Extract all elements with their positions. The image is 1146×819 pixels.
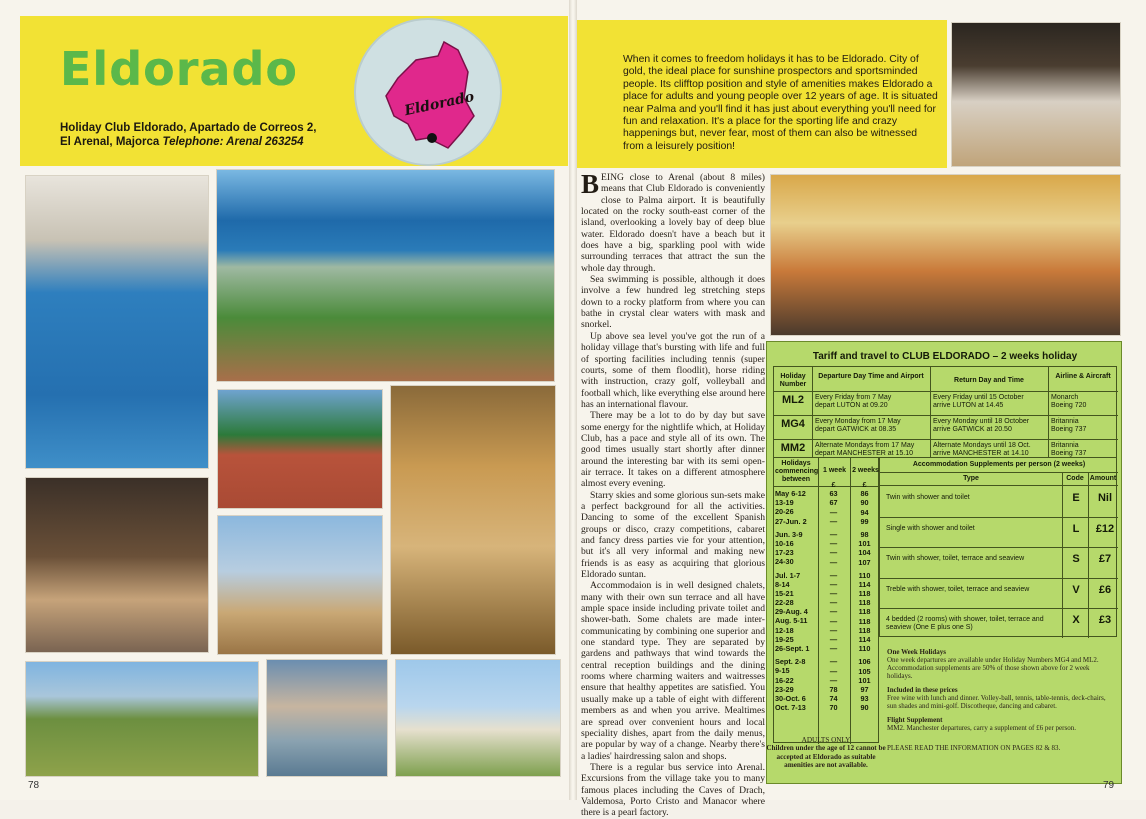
date-range: May 6-12 bbox=[775, 489, 806, 498]
photo-couple bbox=[390, 385, 556, 655]
two-week-price: 106 bbox=[858, 657, 871, 667]
note-text: MM2. Manchester departures, carry a supplement of £6 per person. bbox=[887, 724, 1076, 732]
two-week-price: 118 bbox=[858, 589, 871, 599]
acc-row bbox=[880, 547, 1120, 578]
acc-code: V bbox=[1072, 583, 1080, 596]
departure-day: Alternate Mondays from 17 May bbox=[815, 442, 915, 449]
one-week-price: — bbox=[829, 548, 838, 558]
two-week-price: 99 bbox=[860, 516, 869, 526]
note-text: PLEASE READ THE INFORMATION ON PAGES 82 & 83. bbox=[887, 744, 1061, 752]
return-time: arrive MANCHESTER at 14.10 bbox=[933, 450, 1029, 457]
two-week-price: 107 bbox=[858, 557, 871, 567]
two-week-price: 94 bbox=[860, 507, 869, 517]
date-range: 23-29 bbox=[775, 684, 794, 694]
holiday-code: MM2 bbox=[780, 442, 806, 454]
two-week-price: 97 bbox=[860, 684, 869, 694]
col-header: Code bbox=[1066, 475, 1084, 482]
departure-day: Every Friday from 7 May bbox=[815, 394, 892, 401]
acc-type: Treble with shower, toilet, terrace and seaview bbox=[886, 585, 1030, 593]
two-week-price: 101 bbox=[858, 539, 871, 549]
photo-pool-terrace bbox=[216, 169, 555, 382]
body-paragraph: BEING close to Arenal (about 8 miles) means that Club Eldorado is conveniently close to Palma airport. It is beautifully located on the rocky south-east corner of the island, overlooking a lovely bay of deep blue water. Eldorado doesn't have a beach but it does have a big, sparkling pool with wide surrounding terraces that attract the sun the whole day through. bbox=[581, 169, 765, 274]
one-week-price: — bbox=[829, 516, 838, 526]
acc-row bbox=[880, 608, 1120, 639]
aircraft: Boeing 737 bbox=[1051, 450, 1087, 457]
one-week-price: 78 bbox=[829, 684, 838, 694]
aircraft: Boeing 720 bbox=[1051, 402, 1087, 409]
date-range: Jun. 3-9 bbox=[775, 529, 803, 539]
two-week-price: 110 bbox=[858, 570, 871, 580]
acc-code: S bbox=[1072, 553, 1080, 565]
photo-party bbox=[25, 477, 209, 653]
date-range: 27-Jun. 2 bbox=[775, 516, 807, 526]
date-column bbox=[775, 489, 819, 712]
departure-day: Every Monday from 17 May bbox=[815, 418, 901, 425]
holiday-code: ML2 bbox=[782, 394, 804, 406]
note-heading: One Week Holidays bbox=[887, 648, 946, 656]
body-paragraph: Starry skies and some glorious sun-sets make a perfect background for all the activities. Dancing to some of the excellent Spanish groups or disco, crazy competitions, cabaret and fancy dress parties vie for your attention, but it's all very informal and making new friends is as easy as acquiring that glorious Eldorado suntan. bbox=[581, 489, 765, 581]
one-week-price: 63 bbox=[829, 489, 838, 499]
one-week-price: — bbox=[829, 598, 838, 608]
acc-code: E bbox=[1072, 492, 1080, 504]
return-time: arrive GATWICK at 20.50 bbox=[933, 426, 1012, 433]
address-line-1: Holiday Club Eldorado, Apartado de Correos 2, bbox=[60, 122, 317, 134]
photo-horse-riding bbox=[217, 515, 383, 655]
date-range: 8-14 bbox=[775, 579, 790, 589]
one-week-price: 74 bbox=[829, 694, 838, 704]
acc-type: Single with shower and toilet bbox=[886, 524, 975, 532]
col-header: Type bbox=[963, 475, 979, 482]
departure-time: depart GATWICK at 08.35 bbox=[815, 426, 897, 433]
one-week-price: — bbox=[829, 579, 838, 589]
date-range: 10-16 bbox=[775, 538, 794, 548]
body-paragraph: Accommodaion is in well designed chalets, many with their own sun terrace and all have ample space inside including private toilet and shower-bath. Some chalets are made inter-communicating by combining one superior and one standard type. They are separated by gardens and pathways that wind towards the central reception buildings and the dining rooms where charming waiters and waitresses ensure that healthy appetites are satisfied. You usually make up a table of eight with different members as and when you arrive. Mealtimes are spread over convenient hours and local speciality dishes, apart from the daily menus, are popular by way of a change. Nearby there's a ladies' hairdressing salon and shops. bbox=[581, 580, 765, 762]
note-text: One week departures are available under Holiday Numbers MG4 and ML2. Accommodation supplements are 50% of those shown above for 2 week holidays. bbox=[887, 656, 1099, 680]
departure-time: depart MANCHESTER at 15.10 bbox=[815, 450, 914, 457]
currency-symbol: £ bbox=[862, 480, 867, 489]
one-week-price: — bbox=[829, 539, 838, 549]
one-week-price: — bbox=[829, 635, 838, 644]
one-week-price: — bbox=[829, 557, 838, 567]
photo-chalet bbox=[395, 659, 561, 777]
page-number-right: 79 bbox=[1103, 780, 1115, 791]
one-week-price: — bbox=[829, 570, 838, 580]
intro-text: When it comes to freedom holidays it has to be Eldorado. City of gold, the ideal place for sunshine prospectors and sportsminded people. Its clifftop position and style of amenities makes Eldorado a place for adults and young people over 12 years of age. It is situated near Palma and you'll find it has just about everything you'll need for fun and relaxation. It's a place for the sporting life and crazy happenings but, never fear, most of them can also be witnessed from a leisurely position! bbox=[623, 54, 938, 152]
telephone: Telephone: Arenal 263254 bbox=[162, 136, 304, 148]
acc-row bbox=[880, 486, 1120, 517]
date-range: Oct. 7-13 bbox=[775, 703, 806, 713]
two-week-price: 118 bbox=[858, 625, 871, 635]
date-range: 9-15 bbox=[775, 666, 790, 676]
acc-type: 4 bedded (2 rooms) with shower, toilet, terrace and seaview (One E plus one S) bbox=[886, 616, 1044, 631]
two-week-price: 118 bbox=[858, 598, 871, 608]
adults-only-notice bbox=[766, 736, 886, 769]
return-day: Alternate Mondays until 18 Oct. bbox=[933, 442, 1031, 449]
one-week-column bbox=[818, 480, 849, 713]
two-week-price: 118 bbox=[858, 616, 871, 626]
body-paragraph: There is a regular bus service into Arenal. Excursions from the village take you to many famous places including the Caves of Drach, Valdemosa, Porto Cristo and Manacor where there is a pearl factory. bbox=[581, 761, 765, 819]
date-range: 22-28 bbox=[775, 598, 794, 608]
tariff-notes bbox=[887, 648, 1113, 752]
acc-amount: £3 bbox=[1098, 614, 1112, 626]
date-range: 17-23 bbox=[775, 548, 794, 558]
holiday-code: MG4 bbox=[781, 418, 805, 430]
date-range: 26-Sept. 1 bbox=[775, 644, 810, 653]
col-header: Amount bbox=[1089, 475, 1117, 482]
two-week-price: 90 bbox=[860, 703, 869, 713]
page-number-left: 78 bbox=[28, 780, 40, 791]
one-week-price: 70 bbox=[829, 703, 838, 713]
acc-row bbox=[880, 517, 1120, 548]
accommodation-table bbox=[879, 457, 1117, 637]
acc-amount: £12 bbox=[1095, 522, 1115, 535]
note-heading: Included in these prices bbox=[887, 686, 958, 694]
two-week-price: 118 bbox=[858, 607, 871, 617]
body-paragraph: Sea swimming is possible, although it does involve a few hundred leg stretching steps down to a rocky platform from where you can bathe in crystal clear waters with mask and snorkel. bbox=[581, 274, 765, 331]
note-text: Free wine with lunch and dinner. Volley-ball, tennis, table-tennis, deck-chairs, sun shades and mini-golf. Discotheque, dancing and cabaret. bbox=[887, 694, 1106, 710]
photo-football-team bbox=[25, 661, 259, 777]
one-week-price: 67 bbox=[829, 498, 838, 508]
col-header: 2 weeks bbox=[852, 467, 879, 474]
note-heading: Flight Supplement bbox=[887, 716, 943, 724]
two-week-price: 93 bbox=[860, 694, 869, 704]
adults-only-text: Children under the age of 12 cannot be accepted at Eldorado as suitable amenities are not available. bbox=[766, 744, 886, 769]
return-time: arrive LUTON at 14.45 bbox=[933, 402, 1004, 409]
airline: Britannia bbox=[1051, 442, 1079, 449]
airline: Monarch bbox=[1051, 394, 1079, 401]
tariff-title: Tariff and travel to CLUB ELDORADO – 2 weeks holiday bbox=[812, 351, 1078, 362]
acc-code: L bbox=[1072, 522, 1080, 535]
date-range: 30-Oct. 6 bbox=[775, 693, 806, 703]
date-range: Jul. 1-7 bbox=[775, 570, 801, 580]
date-range: 13-19 bbox=[775, 498, 794, 508]
date-range: 15-21 bbox=[775, 588, 794, 598]
acc-title: Accommodation Supplements per person (2 weeks) bbox=[912, 461, 1086, 468]
aircraft: Boeing 737 bbox=[1051, 426, 1087, 433]
acc-amount: £7 bbox=[1098, 553, 1112, 565]
photo-bar-terrace bbox=[266, 659, 388, 777]
one-week-price: — bbox=[829, 589, 838, 599]
col-header: Holiday Number bbox=[779, 373, 807, 388]
map-label: Eldorado bbox=[403, 88, 476, 120]
airline: Britannia bbox=[1051, 418, 1079, 425]
two-week-price: 86 bbox=[860, 489, 869, 499]
two-week-price: 114 bbox=[858, 635, 871, 644]
body-paragraph: There may be a lot to do by day but save some energy for the nightlife which, at Holiday Club, has a pace and style all of its own. The good times usually start shortly after dinner around the interesting bar with its semi open-air terrace. It takes on a different atmosphere almost every evening. bbox=[581, 410, 765, 490]
two-week-price: 90 bbox=[860, 498, 869, 508]
one-week-price: — bbox=[829, 666, 838, 676]
address-line-2: El Arenal, Majorca bbox=[60, 136, 160, 148]
photo-buffet bbox=[951, 22, 1121, 167]
one-week-price: — bbox=[829, 607, 838, 617]
majorca-map-icon bbox=[356, 20, 504, 168]
one-week-price: — bbox=[829, 625, 838, 635]
two-week-price: 114 bbox=[858, 579, 871, 589]
two-week-price: 101 bbox=[858, 675, 871, 685]
adults-only-heading: ADULTS ONLY bbox=[801, 736, 851, 744]
date-range: 29-Aug. 4 bbox=[775, 607, 808, 617]
col-header: Departure Day Time and Airport bbox=[818, 373, 924, 380]
acc-type: Twin with shower and toilet bbox=[886, 494, 970, 501]
date-range: Sept. 2-8 bbox=[775, 657, 806, 667]
photo-chalet-room bbox=[770, 174, 1121, 336]
page-gutter bbox=[569, 0, 577, 800]
currency-symbol: £ bbox=[831, 480, 836, 489]
one-week-price: — bbox=[829, 529, 838, 539]
page-title: Eldorado bbox=[60, 42, 298, 96]
departure-time: depart LUTON at 09.20 bbox=[815, 402, 888, 409]
date-range: 20-26 bbox=[775, 507, 794, 517]
drop-cap: B bbox=[581, 169, 600, 199]
col-header: Airline & Aircraft bbox=[1055, 373, 1111, 380]
acc-amount: Nil bbox=[1097, 492, 1113, 504]
body-text bbox=[581, 169, 765, 819]
photo-tennis bbox=[217, 389, 383, 509]
date-range: 24-30 bbox=[775, 557, 794, 567]
majorca-map bbox=[354, 18, 502, 166]
address-block bbox=[60, 121, 390, 149]
return-day: Every Monday until 18 October bbox=[933, 418, 1030, 425]
two-week-column bbox=[850, 480, 879, 713]
date-range: 12-18 bbox=[775, 625, 794, 635]
two-week-price: 104 bbox=[858, 548, 871, 558]
one-week-price: — bbox=[829, 657, 838, 667]
one-week-price: — bbox=[829, 616, 838, 626]
acc-type: Twin with shower, toilet, terrace and seaview bbox=[886, 555, 1025, 562]
one-week-price: — bbox=[829, 507, 838, 517]
two-week-price: 98 bbox=[860, 529, 869, 539]
acc-row bbox=[880, 578, 1120, 609]
date-range: Aug. 5-11 bbox=[775, 616, 808, 626]
body-paragraph: Up above sea level you've got the run of a holiday village that's bursting with life and full of sporting facilities including tennis (super courts, some of them floodlit), horse riding with instruction, crazy golf, volleyball and football which, like everything else around here has an international flavour. bbox=[581, 330, 765, 410]
acc-amount: £6 bbox=[1098, 583, 1112, 596]
one-week-price: — bbox=[829, 644, 838, 654]
date-range: 19-25 bbox=[775, 634, 794, 644]
date-range: 16-22 bbox=[775, 675, 794, 685]
col-header: Return Day and Time bbox=[954, 377, 1024, 384]
two-week-price: 110 bbox=[858, 644, 871, 654]
photo-pool-diver bbox=[25, 175, 209, 469]
two-week-price: 105 bbox=[858, 666, 871, 676]
col-header: 1 week bbox=[823, 467, 846, 474]
one-week-price: — bbox=[829, 675, 838, 685]
acc-code: X bbox=[1072, 614, 1080, 626]
col-header: Holidays commencing between bbox=[775, 460, 819, 483]
return-day: Every Friday until 15 October bbox=[933, 394, 1024, 401]
